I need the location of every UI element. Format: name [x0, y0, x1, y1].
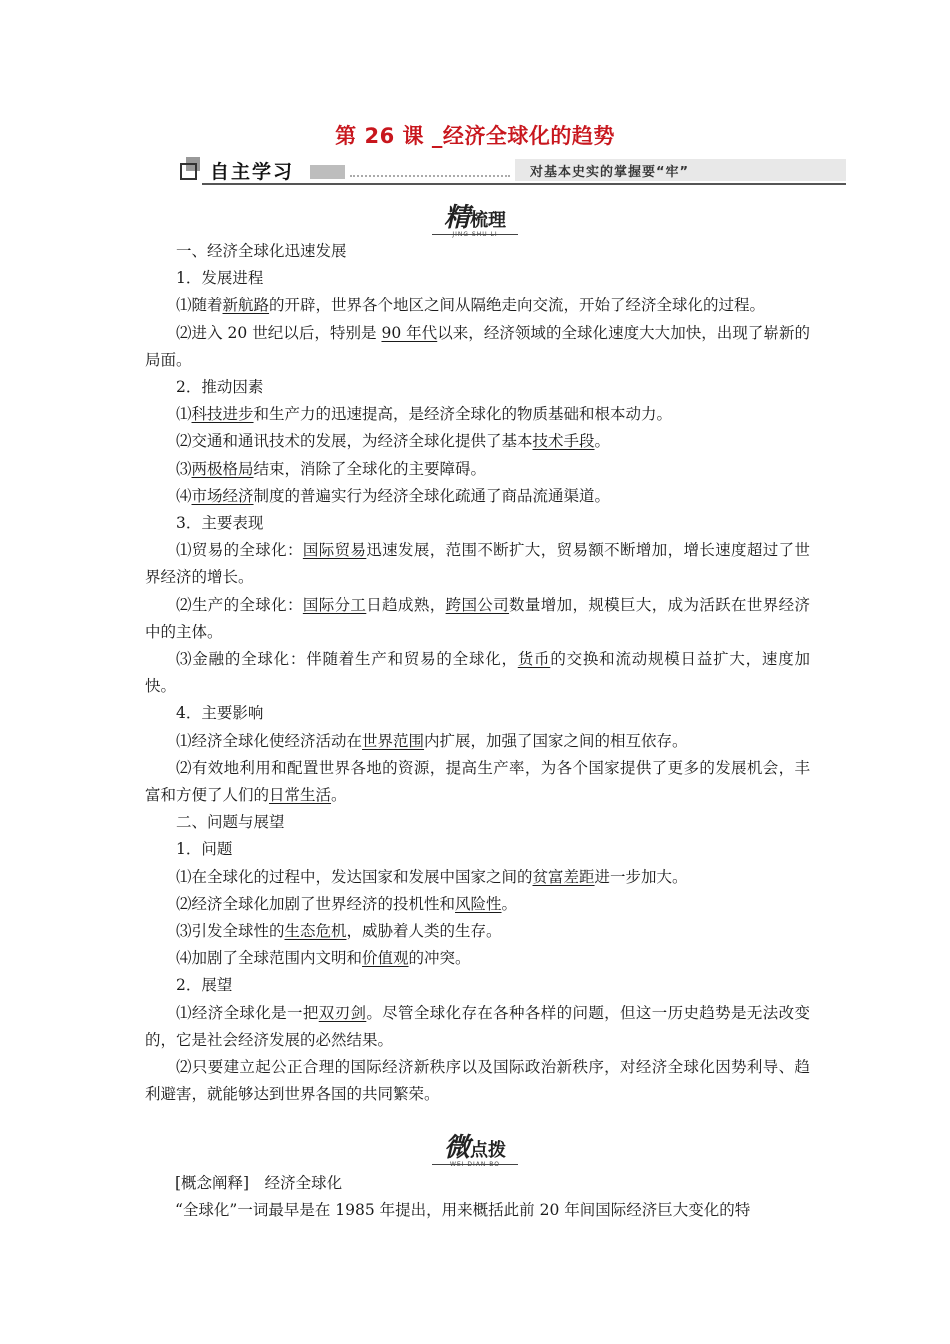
- banner-dotted-line: [350, 175, 510, 177]
- underlined-answer: 跨国公司: [445, 595, 510, 614]
- paragraph: [145, 374, 810, 401]
- text-run: ⑵交通和通讯技术的发展，为经济全球化提供了基本: [176, 432, 533, 451]
- text-run: 进一步加大。: [594, 867, 688, 886]
- underlined-answer: 日常生活: [269, 786, 332, 805]
- paragraph: [145, 483, 810, 510]
- section-seal-weidianbo: [0, 1127, 950, 1168]
- text-run: 迅速发展，范围不断扩大，贸易额不断增加，增长速度超过了世界经济的增长。: [145, 541, 810, 587]
- text-run: 。尽管全球化存在各种各样的问题，但这一历史趋势是无法改变的，它是社会经济发展的必然结果。: [145, 1003, 810, 1049]
- paragraph: [145, 646, 810, 700]
- paragraph: [145, 972, 810, 999]
- text-run: [概念阐释] 经济全球化: [175, 1174, 343, 1192]
- section-banner: [180, 155, 846, 187]
- banner-tagline: 对基本史实的掌握要“牢”: [530, 165, 690, 180]
- text-run: 1．发展进程: [176, 269, 264, 288]
- text-run: 二、问题与展望: [176, 813, 285, 832]
- text-run: ⑶引发全球性的: [176, 922, 285, 941]
- banner-label: 自主学习: [210, 161, 295, 183]
- paragraph: [145, 809, 810, 836]
- text-run: 。: [331, 786, 347, 805]
- text-run: ⑶金融的全球化：伴随着生产和贸易的全球化，: [176, 650, 518, 669]
- underlined-answer: 市场经济: [191, 486, 254, 505]
- text-run: ⑵经济全球化加剧了世界经济的投机性和: [176, 894, 456, 913]
- paragraph: [145, 456, 810, 483]
- seal-small-chars: 梳理: [470, 210, 506, 231]
- text-run: ⑶: [176, 459, 192, 478]
- paragraph: [145, 428, 810, 455]
- text-run: ⑵只要建立起公正合理的国际经济新秩序以及国际政治新秩序，对经济全球化因势利导、趋利避害，就能够达到世界各国的共同繁荣。: [145, 1058, 810, 1104]
- text-run: ⑷: [176, 486, 192, 505]
- text-run: 一、经济全球化迅速发展: [176, 242, 347, 260]
- underlined-answer: 科技进步: [191, 405, 254, 424]
- text-run: 。: [501, 894, 518, 913]
- paragraph: [145, 320, 810, 374]
- text-run: ⑵有效地利用和配置世界各地的资源，提高生产率，为各个国家提供了更多的发展机会，丰富和方便了人们的: [145, 758, 810, 805]
- paragraph: [145, 700, 810, 727]
- text-run: “全球化”一词最早是在 1985 年提出，用来概括此前 20 年间国际经济巨大变化的特: [175, 1201, 751, 1220]
- underlined-answer: 国际分工: [302, 595, 367, 614]
- paragraph: [145, 836, 810, 863]
- text-run: ⑴: [176, 405, 192, 424]
- paragraph: [175, 1170, 815, 1197]
- text-run: 日趋成熟，: [366, 595, 446, 614]
- text-run: ⑵进入 20 世纪以后，特别是: [176, 323, 382, 342]
- seal-pinyin: WEI DIAN BO: [449, 1161, 501, 1168]
- underlined-answer: 两极格局: [191, 459, 254, 478]
- text-run: ⑴在全球化的过程中，发达国家和发展中国家之间的: [176, 867, 533, 886]
- seal-big-char: 精: [443, 203, 470, 233]
- paragraph: [145, 1054, 810, 1108]
- concept-section: [175, 1170, 815, 1224]
- text-run: ⑵生产的全球化：: [176, 595, 303, 614]
- page-title: 第 26 课 _经济全球化的趋势: [335, 124, 615, 148]
- text-run: 4．主要影响: [176, 704, 264, 723]
- paragraph: [145, 592, 810, 646]
- text-run: ⑴经济全球化使经济活动在: [176, 731, 363, 750]
- seal-big-char: 微: [443, 1133, 470, 1163]
- paragraph: [145, 945, 810, 972]
- section-seal-jingshuli: [0, 197, 950, 238]
- paragraph: [145, 728, 810, 755]
- main-text: [145, 238, 810, 1109]
- text-run: 制度的普遍实行为经济全球化疏通了商品流通渠道。: [253, 486, 611, 505]
- underlined-answer: 货币: [517, 650, 551, 669]
- underlined-answer: 世界范围: [362, 731, 425, 750]
- text-run: 1．问题: [176, 840, 233, 859]
- paragraph: [145, 401, 810, 428]
- text-run: 结束，消除了全球化的主要障碍。: [253, 459, 487, 478]
- text-run: ⑴贸易的全球化：: [176, 541, 303, 560]
- banner-square-icon: [180, 163, 197, 180]
- seal-pinyin: JING SHU LI: [452, 231, 498, 238]
- text-run: 的交换和流动规模日益扩大，速度加快。: [145, 650, 810, 696]
- notes-section: [145, 238, 810, 1109]
- underlined-answer: 贫富差距: [532, 867, 595, 886]
- text-run: 和生产力的迅速提高，是经济全球化的物质基础和根本动力。: [253, 405, 673, 424]
- banner-underline: [202, 183, 846, 185]
- text-run: 2．推动因素: [176, 378, 264, 397]
- paragraph: [145, 238, 810, 265]
- text-run: 。: [594, 432, 611, 451]
- paragraph: [145, 537, 810, 591]
- paragraph: [145, 755, 810, 809]
- underlined-answer: 90 年代: [381, 323, 438, 342]
- underlined-answer: 生态危机: [284, 922, 347, 941]
- text-run: 3．主要表现: [176, 514, 264, 533]
- seal-small-chars: 点拨: [470, 1140, 506, 1161]
- underlined-answer: 双刃剑: [318, 1003, 367, 1022]
- text-run: ⑷加剧了全球范围内文明和: [176, 949, 363, 968]
- paragraph: [145, 510, 810, 537]
- concept-text: [175, 1170, 815, 1224]
- paragraph: [145, 891, 810, 918]
- underlined-answer: 新航路: [222, 296, 270, 315]
- paragraph: [145, 918, 810, 945]
- underlined-answer: 国际贸易: [302, 541, 367, 560]
- paragraph: [145, 864, 810, 891]
- text-run: 的冲突。: [408, 949, 471, 968]
- paragraph: [145, 292, 810, 319]
- paragraph: [175, 1197, 815, 1224]
- text-run: ⑴随着: [176, 296, 223, 315]
- banner-gray-bar: [310, 165, 345, 179]
- underlined-answer: 风险性: [455, 894, 502, 913]
- text-run: 的开辟，世界各个地区之间从隔绝走向交流，开始了经济全球化的过程。: [269, 296, 766, 315]
- text-run: ⑴经济全球化是一把: [176, 1003, 319, 1022]
- paragraph: [145, 1000, 810, 1054]
- text-run: 内扩展，加强了国家之间的相互依存。: [424, 731, 688, 750]
- text-run: ，威胁着人类的生存。: [346, 922, 502, 941]
- paragraph: [145, 265, 810, 292]
- underlined-answer: 技术手段: [532, 432, 595, 451]
- text-run: 数量增加，规模巨大，成为活跃在世界经济中的主体。: [145, 595, 810, 641]
- underlined-answer: 价值观: [362, 949, 409, 968]
- text-run: 以来，经济领域的全球化速度大大加快，出现了崭新的局面。: [145, 323, 810, 369]
- text-run: 2．展望: [176, 976, 233, 995]
